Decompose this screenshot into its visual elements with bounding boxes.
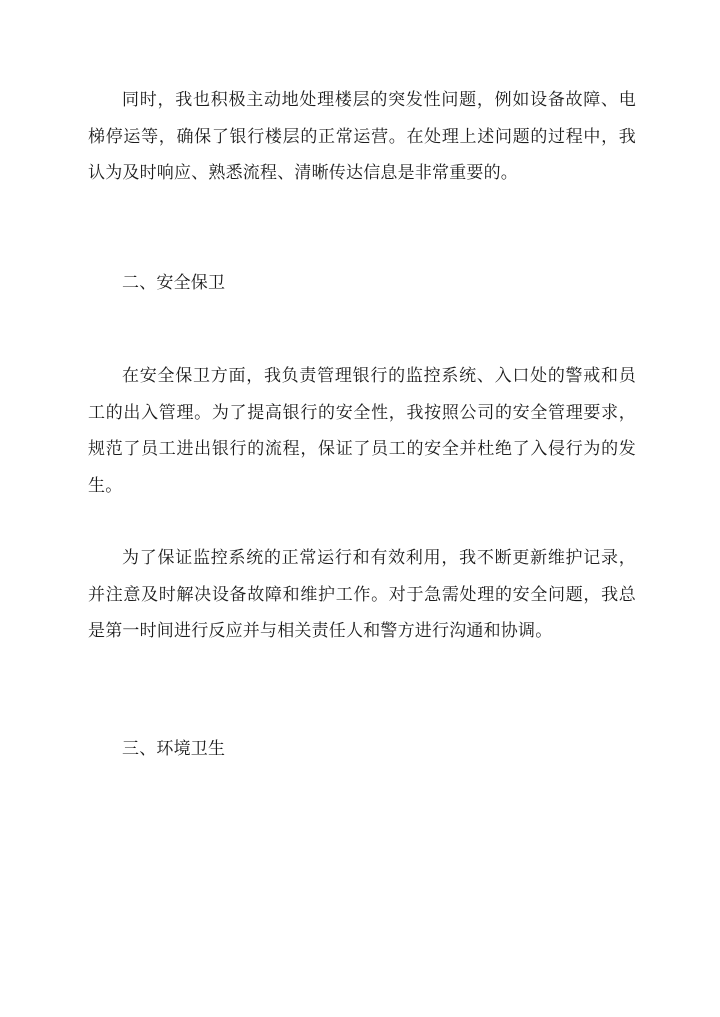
paragraph-floor-emergencies: 同时，我也积极主动地处理楼层的突发性问题，例如设备故障、电梯停运等，确保了银行楼层的正常运营。在处理上述问题的过程中，我认为及时响应、熟悉流程、清晰传达信息是非常重要的。 [88,90,636,183]
section-heading-environment-hygiene: 三、环境卫生 [122,739,226,759]
section-heading-security: 二、安全保卫 [122,273,226,293]
paragraph-monitoring-maintenance: 为了保证监控系统的正常运行和有效利用，我不断更新维护记录，并注意及时解决设备故障和维护工作。对于急需处理的安全问题，我总是第一时间进行反应并与相关责任人和警方进行沟通和协调。 [88,548,636,641]
paragraph-security-management: 在安全保卫方面，我负责管理银行的监控系统、入口处的警戒和员工的出入管理。为了提高银行的安全性，我按照公司的安全管理要求，规范了员工进出银行的流程，保证了员工的安全并杜绝了入侵行为的发生。 [88,366,636,496]
